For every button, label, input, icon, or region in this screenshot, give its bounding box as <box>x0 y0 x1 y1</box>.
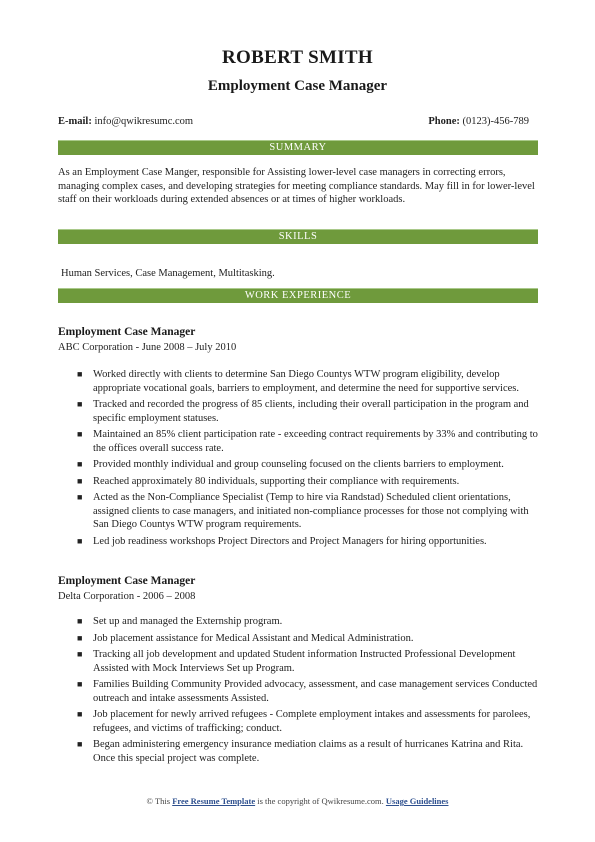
list-item: ■ Tracking all job development and updated Student information Instructed Professional Development Assisted with Mock Interviews Set up Program. <box>77 649 516 674</box>
skills-text: Human Services, Case Management, Multitasking. <box>61 268 275 279</box>
footer-middle: is the copyright of Qwikresume.com. <box>257 796 384 806</box>
usage-guidelines-link[interactable]: Usage Guidelines <box>385 796 449 806</box>
list-item: ■ Maintained an 85% client participation rate - exceeding contract requirements by 33% and contributing to the offices overall success rate. <box>77 429 538 454</box>
list-item: ■ Job placement for newly arrived refugees - Complete employment intakes and assessments for parolees, refugees, and victims of trafficking; conduct. <box>77 709 531 734</box>
bullet-icon: ■ <box>77 535 83 546</box>
job-company: ABC Corporation - June 2008 – July 2010 <box>58 342 237 353</box>
section-header-skills: SKILLS <box>58 229 538 244</box>
contact-phone <box>428 116 529 127</box>
bullet-icon: ■ <box>77 475 83 486</box>
list-item: ■ Acted as the Non-Compliance Specialist (Temp to hire via Randstad) Scheduled client orientations, assigned clients to case managers, and initiated non-compliance processes for those not complying with San Diego Countys WTW program requirements. <box>77 492 529 530</box>
job-title: Employment Case Manager <box>58 575 196 587</box>
phone-value: (0123)-456-789 <box>462 116 529 127</box>
bullet-icon: ■ <box>77 632 83 643</box>
footer <box>0 796 595 806</box>
bullet-icon: ■ <box>77 459 83 469</box>
bullet-icon: ■ <box>77 369 83 379</box>
list-item: ■ Job placement assistance for Medical Assistant and Medical Administration. <box>77 632 414 644</box>
bullet-icon: ■ <box>77 492 83 502</box>
job-duties-list <box>58 368 538 551</box>
phone-label: Phone: <box>428 116 460 127</box>
list-item: ■ Tracked and recorded the progress of 85 clients, including their overall participation in the program and specific employment statuses. <box>77 399 529 424</box>
summary-text: As an Employment Case Manger, responsible for Assisting lower-level case managers in correcting errors, managing complex cases, and developing strategies for meeting compliance standards. May fill in for lower-level staff on their workloads during extended absences or at times of higher workloads. <box>58 167 535 205</box>
list-item: ■ Set up and managed the Externship program. <box>77 616 283 627</box>
job-title: Employment Case Manager <box>58 326 196 338</box>
email-label: E-mail: <box>58 116 92 127</box>
list-item: ■ Led job readiness workshops Project Directors and Project Managers for hiring opportunities. <box>77 535 487 547</box>
email-value[interactable]: info@qwikresumc.com <box>94 116 194 127</box>
bullet-icon: ■ <box>77 429 83 439</box>
list-item: ■ Provided monthly individual and group counseling focused on the clients barriers to employment. <box>77 459 504 470</box>
bullet-icon: ■ <box>77 616 83 626</box>
section-header-experience: WORK EXPERIENCE <box>58 288 538 303</box>
candidate-title: Employment Case Manager <box>207 78 388 94</box>
section-header-summary: SUMMARY <box>58 140 538 155</box>
list-item: ■ Began administering emergency insurance mediation claims as a result of hurricanes Katrina and Rita. Once this special project was complete. <box>77 739 524 764</box>
bullet-icon: ■ <box>77 649 83 659</box>
bullet-icon: ■ <box>77 679 83 689</box>
job-company: Delta Corporation - 2006 – 2008 <box>58 591 196 602</box>
bullet-icon: ■ <box>77 739 83 749</box>
candidate-name: ROBERT SMITH <box>222 47 373 68</box>
free-resume-template-link[interactable]: Free Resume Template <box>172 796 256 806</box>
contact-email <box>58 116 193 127</box>
list-item: ■ Families Building Community Provided advocacy, assessment, and case management services Conducted outreach and intake assessments Assisted. <box>77 679 538 704</box>
list-item: ■ Worked directly with clients to determine San Diego Countys WTW program eligibility, develop appropriate vocational goals, barriers to employment, and determine the need for supportive services. <box>77 369 519 394</box>
footer-prefix: © This <box>146 796 171 806</box>
list-item: ■ Reached approximately 80 individuals, supporting their compliance with requirements. <box>77 475 460 487</box>
bullet-icon: ■ <box>77 399 83 409</box>
job-duties-list <box>58 615 538 768</box>
bullet-icon: ■ <box>77 709 83 719</box>
